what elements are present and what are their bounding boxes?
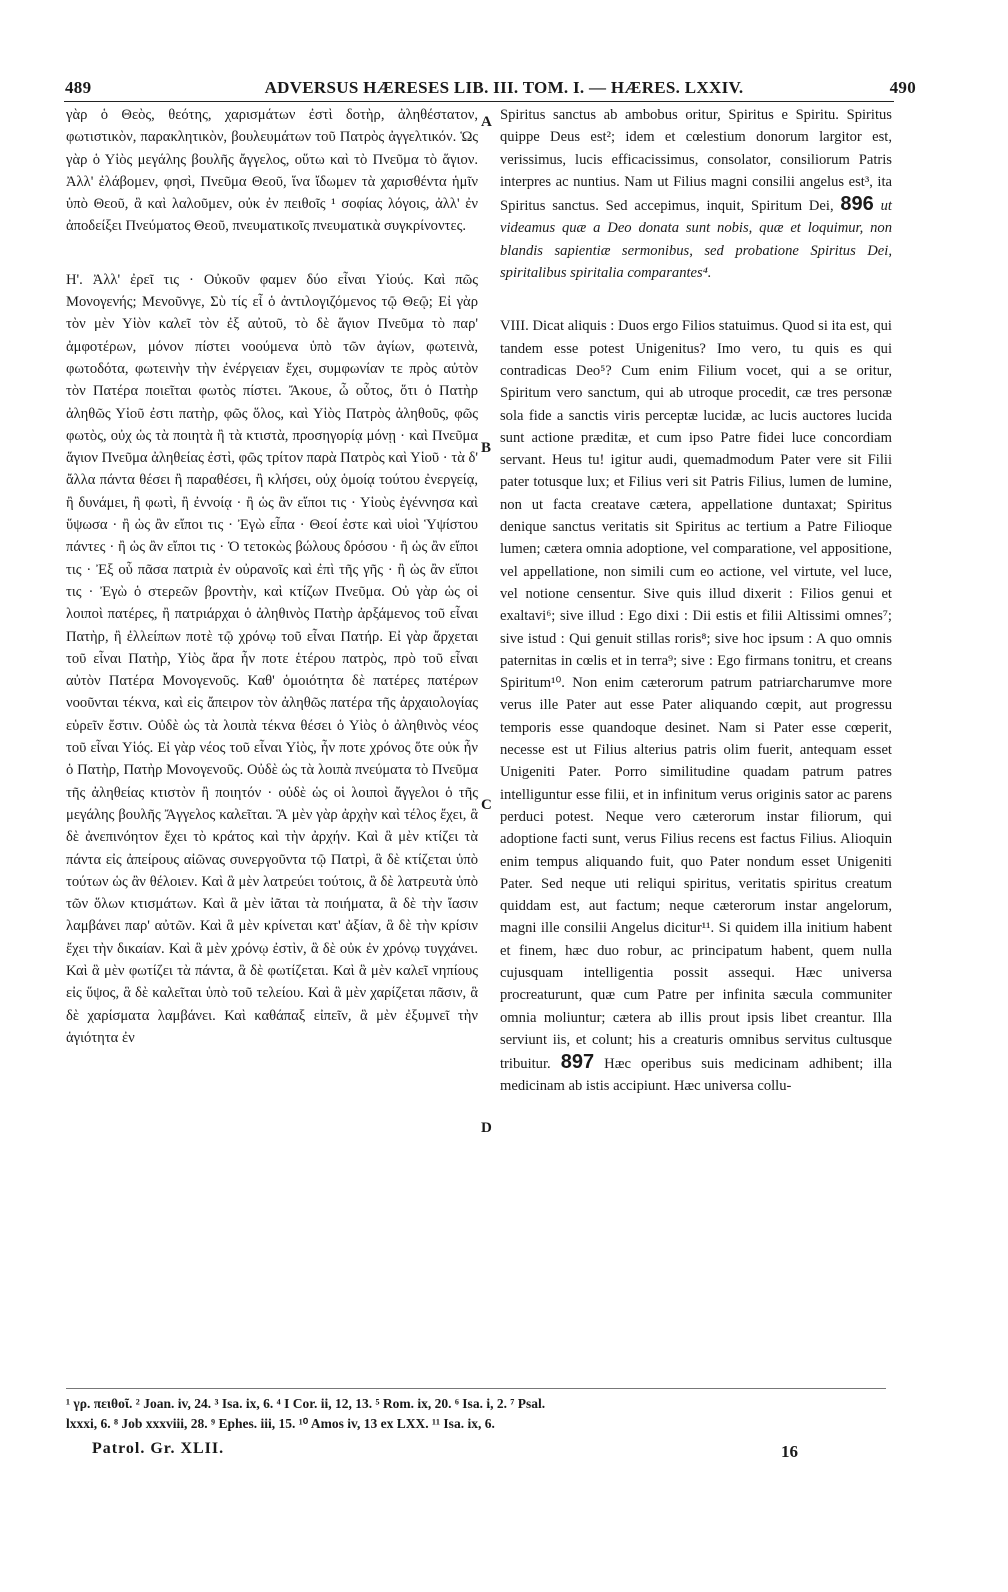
greek-column [66,104,478,1049]
column-number-896: 896 [840,193,874,216]
running-title: ADVERSUS HÆRESES LIB. III. TOM. I. — HÆRES. LXXIV. [264,78,744,97]
sheet-number: 16 [781,1442,798,1461]
footnote-line-1: ¹ γρ. πειθοῖ. ² Joan. iv, 24. ³ Isa. ix, 6. ⁴ I Cor. ii, 12, 13. ⁵ Rom. ix, 20. ⁶ Isa. i, 2. ⁷ Psal. [66,1396,546,1411]
latin-paragraph-2a: VIII. Dicat aliquis : Duos ergo Filios statuimus. Quod si ita est, qui tandem esse potest Unigenitus? Imo vero, tu quis es qui contradicas Deo⁵? Cum enim Filium vocet, qui a se oritur, Spiritum vero sanctum, qui ab utroque procedit, cæ tres personæ sola fide a sanctis viris perceptæ lucidæ, ac lucis auctores lucida sunt actione præditæ, et cum ipso Patre fidei luce concordiam servant. Heus tu! igitur audi, quemadmodum Pater vere sit Filii pater totusque lux; et Filius veri sit Patris Filius, lumen de lumine, non ut facta creatave cætera, appellatione duntaxat; Spiritus denique sanctus veritatis sit Spiritus ac tertium a Patre Filioque lumen; cætera omnia adoptione, vel comparatione, vel appositione, vel appellatione, non simili cum eo actione, vel virtute, vel luce, vel notione censentur. Sive quis illud dixerit : Filios genui et exaltavi⁶; sive illud : Ego dixi : Dii estis et filii Altissimi omnes⁷; sive istud : Qui genuit stillas roris⁸; sive hoc ipsum : A quo omnis paternitas in cœlis et in terra⁹; sive : Ego firmans tonitru, et creans Spiritum¹⁰. Non enim cæterorum patrum patriarcharumve more verus ille Pater aut esse Pater aliquando cœpit, aut progressu temporis esse quandoque desinet. Nam si Pater esse cœperit, necesse est ut Filius alterius patris olim fuerit, antequam esset Unigeniti Pater. Porro similitudine quadam patrum patres intelliguntur esse filii, et in infinitum verus originis sator ac parens perduci potest. Neque vero cæterorum instar filiorum, qui adoptione facti sunt, verus Filius recens est factus Filius. Alioquin enim tempus aliquando fuit, quo Pater nondum esset Unigeniti Pater. Sed neque uti reliqui spiritus, veritatis spiritus creatum quiddam est, aut factum; neque cæterorum instar angelorum, magni ille consilii Angelus dicitur¹¹. Si quidem illa initium habent et finem, hæc duo robur, ac principatum habent, quem nulla cujusquam intelligentia possit assequi. Hæc universa procreaturunt, quæ cum Patre per infinita sæcula communiter omnia moliuntur; cætera ab illis prout ipsis libet creantur. Illa serviunt iis, et colunt; his a creaturis omnibus servitus cultusque tribuitur. [500,318,892,1073]
footnote-rule [66,1388,886,1389]
latin-paragraph-1b: ut videamus quæ a Deo donata sunt nobis, quæ et loquimur, non blandis sapientiæ sermonibus, sed probatione Spiritus Dei, spiritalibus spiritalia comparantes⁴. [500,198,892,282]
greek-paragraph-2: Η'. Ἀλλ' ἐρεῖ τις · Οὐκοῦν φαμεν δύο εἶναι Υἱούς. Καὶ πῶς Μονογενής; Μενοῦνγε, Σὺ τίς εἶ ὁ ἀντιλογιζόμενος τῷ Θεῷ; Εἰ γὰρ τὸν μὲν Υἱὸν καλεῖ τὸν ἐξ αὐτοῦ, τὸ δὲ ἅγιον Πνεῦμα τὸ παρ' ἀμφοτέρων, μόνον πίστει νοούμενα ὑπὸ τῶν ἁγίων, φωτεινὰ, φωτοδότα, φωτεινὴν τὴν ἐνέργειαν ἔχει, συμφωνίαν τε πρὸς αὐτὸν τὸν Πατέρα ποιεῖται φωτὸς πίστει. Ἄκουε, ὦ οὗτος, ὅτι ὁ Πατὴρ ἀληθῶς Υἱοῦ ἐστι πατὴρ, φῶς ὅλος, καὶ Υἱὸς Πατρὸς ἀληθοῦς, φῶς φωτὸς, οὐχ ὡς τὰ ποιητὰ ἢ τὰ κτιστὰ, προσηγορίᾳ μόνῃ · καὶ Πνεῦμα ἅγιον Πνεῦμα ἀληθείας ἐστὶ, φῶς τρίτον παρὰ Πατρὸς καὶ Υἱοῦ · τὰ δ' ἄλλα πάντα θέσει ἢ παραθέσει, ἢ κλήσει, οὐχ ὁμοίᾳ τούτου ἐνεργείᾳ, ἢ δυνάμει, ἢ φωτὶ, ἢ ἐννοίᾳ · ἢ ὡς ἂν εἴποι τις · Υἱοὺς ἐγέννησα καὶ ὕψωσα · ἢ ὡς ἂν εἴποι τις · Ἐγὼ εἶπα · Θεοί ἐστε καὶ υἱοὶ Ὑψίστου πάντες · ἢ ὡς ἂν εἴποι τις · Ὁ τετοκὼς βώλους δρόσου · ἢ ὡς ἂν εἴποι τις · Ἐξ οὗ πᾶσα πατριὰ ἐν οὐρανοῖς καὶ ἐπὶ τῆς γῆς · ἢ ὡς ἂν εἴποι τις · Ἐγὼ ὁ στερεῶν βροντὴν, καὶ κτίζων Πνεῦμα. Οὐ γὰρ ὡς οἱ λοιποὶ πατέρες, ἢ πατριάρχαι ὁ ἀληθινὸς Πατὴρ ἀρξάμενος τοῦ εἶναι Πατὴρ, ἢ ἐλλείπων ποτὲ τῷ χρόνῳ τοῦ εἶναι Πατήρ. Εἰ γὰρ ἄρχεται τοῦ εἶναι Πατὴρ, Υἱὸς ἄρα ἦν ποτε ἑτέρου πατρὸς, πρὸ τοῦ εἶναι αὐτὸν Πατέρα Μονογενοῦς. Καθ' ὁμοιότητα δὲ πατέρες πατέρων νοοῦνται τέκνα, καὶ εἰς ἄπειρον τὸν ἀληθῶς πατέρα τῆς ἀρχαιολογίας εὑρεῖν ἔστιν. Οὐδὲ ὡς τὰ λοιπὰ τέκνα θέσει ὁ Υἱὸς ὁ ἀληθινὸς νέος τοῦ εἶναι Υἱός. Εἰ γὰρ νέος τοῦ εἶναι Υἱὸς, ἦν ποτε χρόνος ὅτε οὐκ ἦν ὁ Πατὴρ, Πατὴρ Μονογενοῦς. Οὐδὲ ὡς τὰ λοιπὰ πνεύματα τὸ Πνεῦμα τῆς ἀληθείας κτιστὸν ἢ ποιητόν · οὐδὲ ὡς οἱ λοιποὶ ἄγγελοι ὁ τῆς μεγάλης βουλῆς Ἄγγελος καλεῖται. Ἃ μὲν γὰρ ἀρχὴν καὶ τέλος ἔχει, ἃ δὲ ἀνεπινόητον ἔχει τὸ κράτος καὶ τὴν ἀρχήν. Καὶ ἃ μὲν κτίζει τὰ πάντα εἰς ἀπείρους αἰῶνας συνεργοῦντα τῷ Πατρὶ, ἃ δὲ κτίζεται ὑπὸ τούτων ὡς ἂν θέλοιεν. Καὶ ἃ μὲν λατρεύει τούτοις, ἃ δὲ λατρευτὰ ὑπὸ τῶν ὅλων κτισμάτων. Καὶ ἃ μὲν ἰᾶται τὰ ποιήματα, ἃ δὲ τὴν ἴασιν λαμβάνει παρ' αὐτῶν. Καὶ ἃ μὲν κρίνεται κατ' ἀξίαν, ἃ δὲ τὴν κρίσιν ἔχει τὴν δικαίαν. Καὶ ἃ μὲν χρόνῳ ἐστὶν, ἃ δὲ οὐκ ἐν χρόνῳ τυγχάνει. Καὶ ἃ μὲν φωτίζει τὰ πάντα, ἃ δὲ φωτίζεται. Καὶ ἃ μὲν καλεῖ νηπίους εἰς ὕψος, ἃ δὲ καλεῖται ὑπὸ τοῦ τελείου. Καὶ ἃ μὲν χαρίζεται πᾶσιν, ἃ δὲ χαρίσματα λαμβάνει. Καὶ καθάπαξ εἰπεῖν, ἃ μὲν ἐξυμνεῖ τὴν ἁγιότητα ἐν [66,271,478,1046]
header-rule [64,101,894,102]
latin-paragraph-1a: Spiritus sanctus ab ambobus oritur, Spiritus e Spiritu. Spiritus quippe Deus est²; idem et cœlestium donorum largitor est, verissimus, lucis efficacissimus, consolator, consiliorum Patris interpres ac nuntius. Nam ut Filius magni consilii angelus est³, ita Spiritus sanctus. Sed accepimus, inquit, Spiritum Dei, [500,107,892,215]
footnote-line-2: lxxxi, 6. ⁸ Job xxxviii, 28. ⁹ Ephes. iii, 15. ¹⁰ Amos iv, 13 ex LXX. ¹¹ Isa. ix, 6. [66,1416,495,1431]
latin-column [500,104,892,1098]
latin-paragraph-1 [500,104,892,284]
column-number-897: 897 [560,1051,595,1074]
footnotes [66,1394,896,1434]
latin-paragraph-2 [500,315,892,1097]
series-signature: Patrol. Gr. XLII. [92,1440,225,1457]
page-number-right: 490 [889,78,916,97]
margin-letter-d: D [481,1120,492,1136]
greek-paragraph-1: γὰρ ὁ Θεὸς, θεότης, χαρισμάτων ἐστὶ δοτὴρ, ἀληθέστατον, φωτιστικὸν, παρακλητικὸν, βουλευμάτων τοῦ Πατρὸς ἀγγελτικόν. Ὡς γὰρ ὁ Υἱὸς μεγάλης βουλῆς ἄγγελος, οὕτω καὶ τὸ Πνεῦμα τὸ ἅγιον. Ἀλλ' ἐλάβομεν, φησὶ, Πνεῦμα Θεοῦ, ἵνα ἴδωμεν τὰ χαρισθέντα ἡμῖν ὑπὸ Θεοῦ, ἃ καὶ λαλοῦμεν, οὐκ ἐν πειθοῖς ¹ σοφίας λόγοις, ἀλλ' ἐν ἀποδείξει Πνεύματος Θεοῦ, πνευματικοῖς πνευματικὰ συγκρίνοντες. [66,107,478,235]
margin-letter-a: A [481,114,492,130]
margin-letter-c: C [481,797,492,813]
page-number-left: 489 [65,78,92,97]
margin-letter-b: B [481,440,492,456]
latin-paragraph-2b: Hæc operibus suis medicinam adhibent; illa medicinam ab istis accipiunt. Hæc universa collu- [500,1056,892,1095]
